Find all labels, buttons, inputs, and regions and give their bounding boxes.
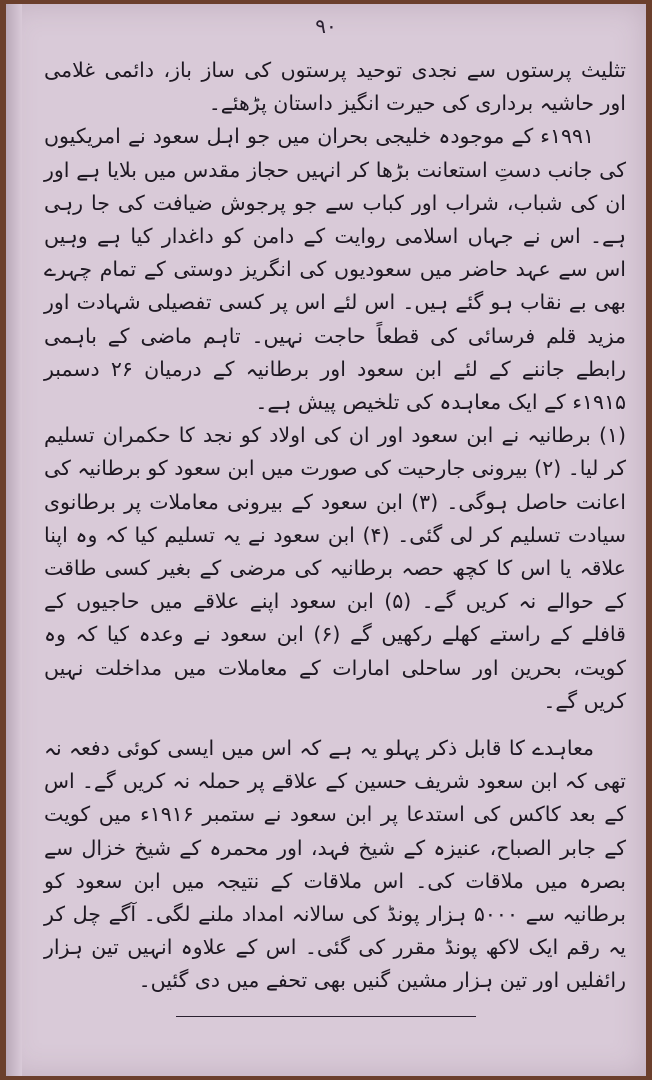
- paragraph-intro: تثلیث پرستوں سے نجدی توحید پرستوں کی ساز باز، دائمی غلامی اور حاشیہ برداری کی حیرت انگیز داستان پڑھئے۔: [44, 58, 626, 116]
- paragraph-treaty-aftermath: معاہدے کا قابل ذکر پہلو یہ ہے کہ اس میں ایسی کوئی دفعہ نہ تھی کہ ابن سعود شریف حسین کے علاقے پر حملہ نہ کریں گے۔ اس کے بعد کاکس کی استدعا پر ابن سعود نے ستمبر ۱۹۱۶ء میں کویت کے جابر الصباح، عنیزہ کے شیخ فہد، اور محمرہ کے شیخ خزال سے بصرہ میں ملاقات کی۔ اس ملاقات کے نتیجہ میں ابن سعود کو برطانیہ سے ۵۰۰۰ ہزار پونڈ کی سالانہ امداد ملنے لگی۔ آگے چل کر یہ رقم ایک لاکھ پونڈ مقرر کی گئی۔ اس کے علاوہ انہیں تین ہزار رائفلیں اور تین ہزار مشین گنیں بھی تحفے میں دی گئیں۔: [44, 736, 627, 993]
- page-number: ۹۰: [315, 14, 337, 38]
- page-text: [44, 54, 626, 998]
- paragraph-gap: [44, 718, 626, 732]
- paragraph-gulf-crisis: ۱۹۹۱ء کے موجودہ خلیجی بحران میں جو اہل سعود نے امریکیوں کی جانب دستِ استعانت بڑھا کر انہیں حجاز مقدس میں بلایا ہے اور ان کی شباب، شراب اور کباب سے جو پرجوش ضیافت کی جا رہی ہے۔ اس نے جہاں اسلامی روایت کے دامن کو داغدار کیا ہے وہیں اس سے عہد حاضر میں سعودیوں کی انگریز دوستی کے تمام چہرے بھی بے نقاب ہو گئے ہیں۔ اس لئے اس پر کسی تفصیلی شہادت اور مزید قلم فرسائی کی قطعاً حاجت نہیں۔ تاہم ماضی کے باہمی رابطے جاننے کے لئے ابن سعود اور برطانیہ کے درمیان ۲۶ دسمبر ۱۹۱۵ء کے ایک معاہدہ کی تلخیص پیش ہے۔: [44, 124, 627, 415]
- paragraph-treaty-terms: (۱) برطانیہ نے ابن سعود اور ان کی اولاد کو نجد کا حکمران تسلیم کر لیا۔ (۲) بیرونی جارحیت کی صورت میں ابن سعود کو برطانیہ کی اعانت حاصل ہوگی۔ (۳) ابن سعود کے بیرونی معاملات پر برطانوی سیادت تسلیم کر لی گئی۔ (۴) ابن سعود نے یہ تسلیم کیا کہ وہ اپنا علاقہ یا اس کا کچھ حصہ برطانیہ کی مرضی کے بغیر کسی طاقت کے حوالے نہ کریں گے۔ (۵) ابن سعود اپنے علاقے میں حاجیوں کے قافلے کے راستے کھلے رکھیں گے (۶) ابن سعود نے وعدہ کیا کہ وہ کویت، بحرین اور ساحلی امارات کے معاملات میں مداخلت نہیں کریں گے۔: [44, 423, 626, 713]
- book-page: [6, 4, 646, 1076]
- page-binding-shadow: [6, 4, 22, 1076]
- end-rule: [176, 1016, 476, 1017]
